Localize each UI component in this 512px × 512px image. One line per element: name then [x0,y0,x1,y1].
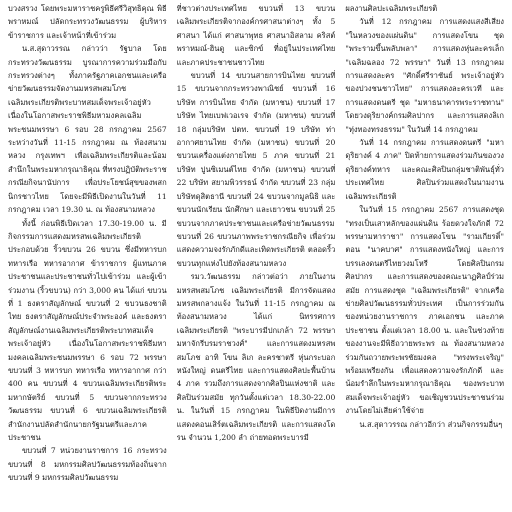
column-right-paragraph-4: ในวันที่ 15 กรกฎาคม 2567 การแสดงชุด "ทรงเป็นเสาหลักของแผ่นดิน ร้อยดวงใจภักดี 72 พรรษามหาราชา" การแสดงโขน "รามเกียรติ์" ตอน "นาคบาศ" การแสดงหนังใหญ่ และการบรรเลงดนตรีไทยวงมโหรี โดยศิลปินกรมศิลปากร และการแสดงของคณะนาฏศิลป์ร่วมสมัย การแสดงชุด "เฉลิมพระเกียรติ" จากเครือข่ายศิลปวัฒนธรรมทั่วประเทศ เป็นการร่วมกันของหน่วยงานราชการ ภาคเอกชน และภาคประชาชน ตั้งแต่เวลา 18.00 น. และในช่วงท้ายของงานจะมีพิธีถวายพระพร ณ ท้องสนามหลวง ร่วมกันถวายพระพรชัยมงคล "ทรงพระเจริญ" พร้อมเพรียงกัน เพื่อแสดงความจงรักภักดี และน้อมรำลึกในพระมหากรุณาธิคุณ ของพระบาทสมเด็จพระเจ้าอยู่หัว ขอเชิญชวนประชาชนร่วมงานโดยไม่เสียค่าใช้จ่าย [345,205,505,416]
column-middle-paragraph-1: ที่ชาวต่างประเทศไทย ขบวนที่ 13 ขบวนเฉลิมพระเกียรติจากองค์กรศาสนาต่างๆ ทั้ง 5 ศาสนา ได้แก่ ศาสนาพุทธ ศาสนาอิสลาม คริสต์ พราหมณ์-ฮินดู และซิกข์ ที่อยู่ในประเทศไทย และภาคประชาชนชาวไทย [176,4,336,67]
column-left-paragraph-1: บวงสรวง โดยพระมหาราชครูพิธีศรีวิสุทธิคุณ พิธีพราหมณ์ ปลัดกระทรวงวัฒนธรรม ผู้บริหาร ข้าราชการ และเจ้าหน้าที่เข้าร่วม [8,4,167,40]
column-left-paragraph-3: ทั้งนี้ ก่อนพิธีเปิดเวลา 17.30-19.00 น. มีกิจกรรมการแสดงมหรสพเฉลิมพระเกียรติประกอบด้วย ริ้วขบวน 26 ขบวน ซึ่งมีทหารบก ทหารเรือ ทหารอากาศ ข้าราชการ ผู้แทนภาคประชาชนและประชาชนทั่วไปเข้าร่วม และผู้เข้าร่วมงาน (ริ้วขบวน) กว่า 3,000 คน ได้แก่ ขบวนที่ 1 ธงตราสัญลักษณ์ ขบวนที่ 2 ขบวนธงชาติไทย ธงตราสัญลักษณ์ประจำพระองค์ และธงตราสัญลักษณ์งานเฉลิมพระเกียรติพระบาทสมเด็จพระเจ้าอยู่หัว เนื่องในโอกาสพระราชพิธีมหามงคลเฉลิมพระชนมพรรษา 6 รอบ 72 พรรษา ขบวนที่ 3 ทหารบก ทหารเรือ ทหารอากาศ กว่า 400 คน ขบวนที่ 4 ขบวนเฉลิมพระเกียรติพระมหากษัตริย์ ขบวนที่ 5 ขบวนจากกระทรวงวัฒนธรรม ขบวนที่ 6 ขบวนเฉลิมพระเกียรติ สำนักงานปลัดสำนักนายกรัฐมนตรีและภาคประชาชน [8,218,167,442]
column-left-paragraph-4: ขบวนที่ 7 หน่วยงานราชการ 16 กระทรวง ขบวนที่ 8 มหกรรมศิลปวัฒนธรรมท้องถิ่นจาก ขบวนที่ 9 มหกรรมศิลปวัฒนธรรม [8,446,167,483]
column-right-paragraph-5: น.ส.สุดาวรรณ กล่าวอีกว่า ส่วนกิจกรรมอื่นๆ [359,419,503,429]
column-right-paragraph-3: วันที่ 14 กรกฎาคม การแสดงดนตรี "มหาดุริยางค์ 4 ภาค" ปิดท้ายการแสดงร่วมกันของวงดุริยางค์ทหาร และคณะศิลปินกลุ่มชาติพันธุ์ทั่วประเทศไทย ศิลปินร่วมแสดงในนามงานเฉลิมพระเกียรติ [345,138,505,201]
article-column-left [8,2,167,512]
column-middle-paragraph-2: ขบวนที่ 14 ขบวนสายการบินไทย ขบวนที่ 15 ขบวนจากกระทรวงพาณิชย์ ขบวนที่ 16 บริษัท การบินไทย จำกัด (มหาชน) ขบวนที่ 17 บริษัท ไทยเบฟเวอเรจ จำกัด (มหาชน) ขบวนที่ 18 กลุ่มบริษัท ปตท. ขบวนที่ 19 บริษัท ท่าอากาศยานไทย จำกัด (มหาชน) ขบวนที่ 20 ขบวนเครื่องแต่งกายไทย 5 ภาค ขบวนที่ 21 บริษัท ปูนซิเมนต์ไทย จำกัด (มหาชน) ขบวนที่ 22 บริษัท สยามพิวรรธน์ จำกัด ขบวนที่ 23 กลุ่มบริษัทดุสิตธานี ขบวนที่ 24 ขบวนจากมูลนิธิ และขบวนนักเรียน นักศึกษา และเยาวชน ขบวนที่ 25 ขบวนจากภาคประชาชนและเครือข่ายวัฒนธรรม ขบวนที่ 26 ขบวนภาพพระราชกรณียกิจ เพื่อร่วมแสดงความจงรักภักดีและเทิดพระเกียรติ ตลอดริ้วขบวนทุกแห่งไปยังท้องสนามหลวง [176,71,336,268]
article-column-middle [177,2,336,512]
column-right-paragraph-2: วันที่ 12 กรกฎาคม การแสดงแสงสีเสียง "ในหลวงของแผ่นดิน" การแสดงโขน ชุด "พระรามขึ้นพลับพลา" การแสดงหุ่นละครเล็ก "เฉลิมฉลอง 72 พรรษา" วันที่ 13 กรกฎาคม การแสดงละคร "ศักดิ์ศรีราชันย์ พระเจ้าอยู่หัวของปวงชนชาวไทย" การแสดงละครเวที และการแสดงดนตรี ชุด "มหาธนาคารพระราชทาน" โดยวงดุริยางค์กรมศิลปากร และการแสดงลิเก "ทุ่งทองทรงธรรม" ในวันที่ 14 กรกฎาคม [345,17,505,134]
column-right-paragraph-1: ผลงานศิลปะเฉลิมพระเกียรติ [345,4,438,13]
column-left-paragraph-2: น.ส.สุดาวรรณ กล่าวว่า รัฐบาล โดยกระทรวงวัฒนธรรม บูรณาการความร่วมมือกับกระทรวงต่างๆ ทั้งภาครัฐภาคเอกชนและเครือข่ายวัฒนธรรมจัดงานมหรสพสมโภช เฉลิมพระเกียรติพระบาทสมเด็จพระเจ้าอยู่หัว เนื่องในโอกาสพระราชพิธีมหามงคลเฉลิมพระชนมพรรษา 6 รอบ 28 กรกฎาคม 2567 ระหว่างวันที่ 11-15 กรกฎาคม ณ ท้องสนามหลวง กรุงเทพฯ เพื่อเฉลิมพระเกียรติและน้อมสำนึกในพระมหากรุณาธิคุณ ที่ทรงปฏิบัติพระราชกรณียกิจนานัปการ เพื่อประโยชน์สุขของพสกนิกรชาวไทย โดยจะมีพิธีเปิดงานในวันที่ 11 กรกฎาคม เวลา 19.30 น. ณ ท้องสนามหลวง [8,44,167,215]
column-middle-paragraph-3: รมว.วัฒนธรรม กล่าวต่อว่า ภายในงานมหรสพสมโภช เฉลิมพระเกียรติ มีการจัดแสดงมหรสพกลางแจ้ง ในวันที่ 11-15 กรกฎาคม ณ ท้องสนามหลวง ได้แก่ นิทรรศการเฉลิมพระเกียรติ "พระบารมีปกเกล้า 72 พรรษามหาจักรีบรมราชวงศ์" และการแสดงมหรสพสมโภช อาทิ โขน ลิเก ละครชาตรี หุ่นกระบอก หนังใหญ่ ดนตรีไทย และการแสดงศิลปะพื้นบ้าน 4 ภาค รวมถึงการแสดงจากศิลปินแห่งชาติ และศิลปินร่วมสมัย ทุกวันตั้งแต่เวลา 18.30-22.00 น. ในวันที่ 15 กรกฎาคม ในพิธีปิดงานมีการแสดงคอนเสิร์ตเฉลิมพระเกียรติ และการแสดงโดรน จำนวน 1,200 ลำ ถ่ายทอดพระบารมี [176,272,336,442]
article-column-right [345,2,504,512]
